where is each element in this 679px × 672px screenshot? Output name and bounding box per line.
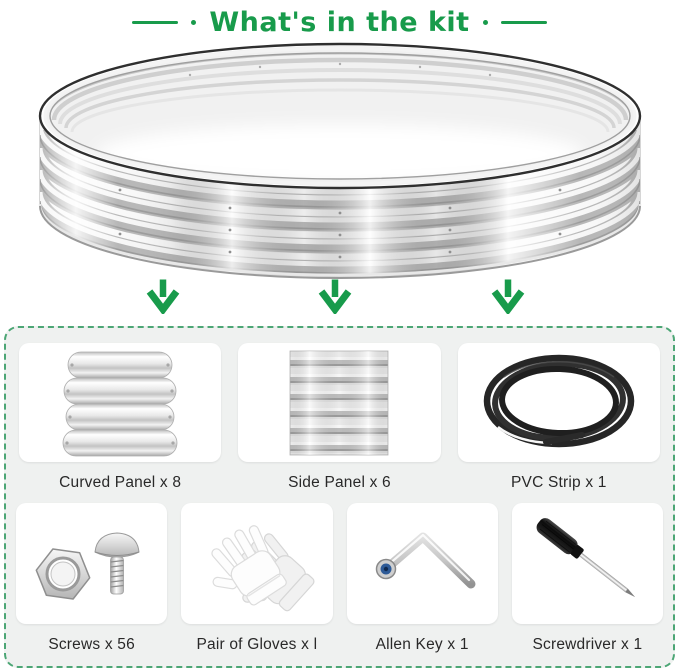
item-label: Screwdriver x 1 <box>532 636 643 653</box>
kit-item-curved-panel <box>19 343 221 503</box>
curved-panel-card <box>19 343 221 462</box>
screwdriver-icon <box>512 506 662 621</box>
side-panel-card <box>238 343 440 462</box>
title-decor-line-right-icon <box>501 21 547 24</box>
item-label: Curved Panel x 8 <box>59 473 182 491</box>
kit-item-gloves <box>181 503 332 666</box>
raised-bed-illustration <box>29 40 651 280</box>
side-panel-icon <box>264 347 414 459</box>
kit-contents-panel <box>4 326 675 668</box>
kit-row-2 <box>14 503 665 666</box>
allen-key-card <box>347 503 498 624</box>
title-decor-dot-left-icon <box>191 20 196 25</box>
page-title: What's in the kit <box>209 6 470 38</box>
curved-panel-icon <box>50 347 190 459</box>
kit-item-side-panel <box>238 343 440 503</box>
item-label: Side Panel x 6 <box>288 473 391 491</box>
item-label: Pair of Gloves x l <box>196 636 318 653</box>
screws-icon <box>17 506 167 621</box>
pvc-strip-icon <box>464 347 654 459</box>
gloves-card <box>181 503 332 624</box>
kit-item-pvc-strip <box>458 343 660 503</box>
title-row <box>0 0 679 44</box>
kit-row-1 <box>14 343 665 503</box>
kit-item-allen-key <box>347 503 498 666</box>
screwdriver-card <box>512 503 663 624</box>
item-label: Allen Key x 1 <box>375 636 469 653</box>
screws-card <box>16 503 167 624</box>
kit-item-screwdriver <box>512 503 663 666</box>
kit-item-screws <box>16 503 167 666</box>
item-label: Screws x 56 <box>48 636 135 653</box>
title-decor-dot-right-icon <box>483 20 488 25</box>
allen-key-icon <box>347 506 497 621</box>
item-label: PVC Strip x 1 <box>511 473 607 491</box>
down-arrow-icon <box>146 278 180 314</box>
down-arrow-icon <box>318 278 352 314</box>
gloves-icon <box>182 506 332 621</box>
title-decor-line-left-icon <box>132 21 178 24</box>
pvc-strip-card <box>458 343 660 462</box>
down-arrow-icon <box>491 278 525 314</box>
